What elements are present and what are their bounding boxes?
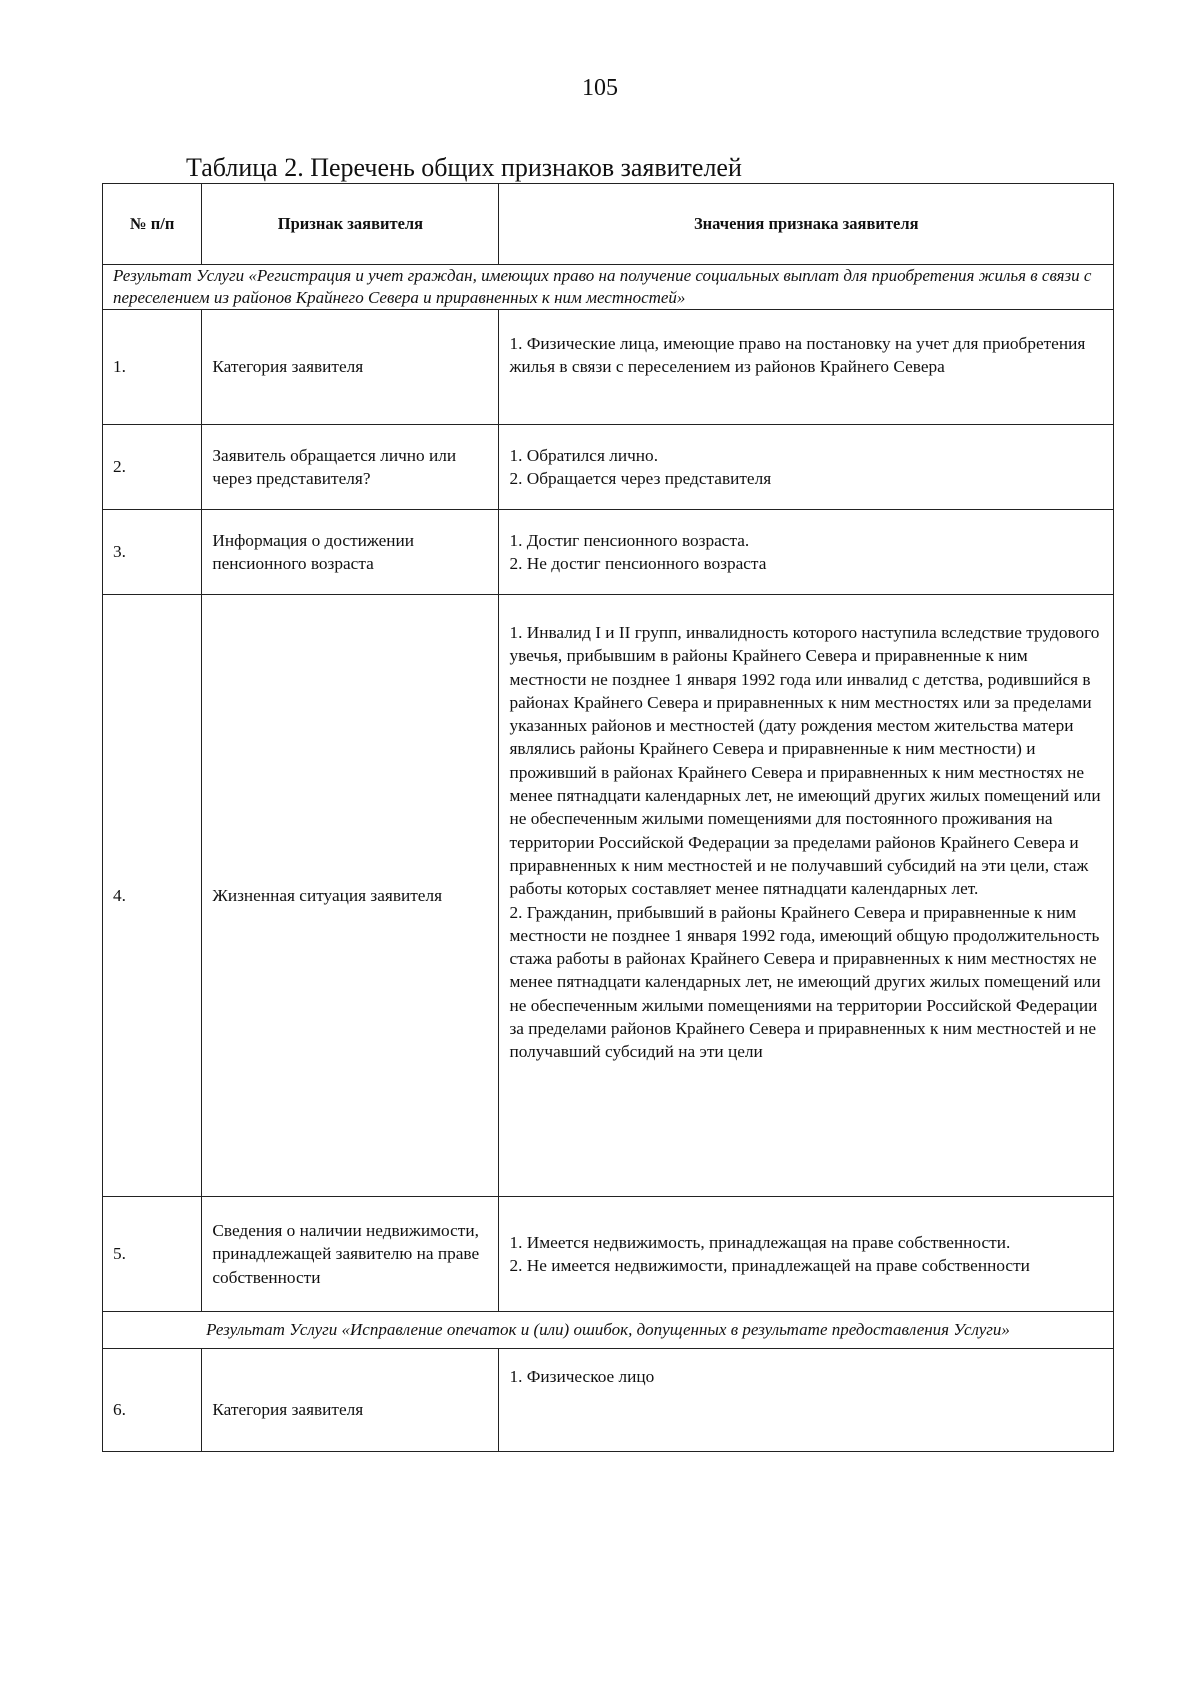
row-value: 1. Имеется недвижимость, принадлежащая на праве собственности. xyxy=(509,1232,1011,1252)
section-row xyxy=(103,265,1114,310)
row-attribute: Информация о достижении пенсионного возраста xyxy=(202,510,499,595)
table-row xyxy=(103,310,1114,425)
row-values xyxy=(499,1197,1114,1312)
row-value: 2. Не имеется недвижимости, принадлежащей на праве собственности xyxy=(509,1256,1030,1275)
table-row xyxy=(103,1349,1114,1452)
row-value: 2. Не достиг пенсионного возраста xyxy=(509,554,767,573)
table-title: Таблица 2. Перечень общих признаков заявителей xyxy=(186,153,742,182)
row-value: 1. Физическое лицо xyxy=(509,1367,655,1386)
row-number: 2. xyxy=(103,425,202,510)
row-value: 1. Обратился лично. xyxy=(509,445,659,465)
row-values xyxy=(499,1349,1114,1452)
row-value: 1. Инвалид I и II групп, инвалидность которого наступила вследствие трудового увечья, прибывшим в районы Крайнего Севера и приравненные к ним местности не позднее 1 января 1992 года или инвалид с детства, родившийся в районах Крайнего Севера и приравненных к ним местностях или за пределами указанных районов и местностей (дату рождения местом жительства матери являлись районы Крайнего Севера и приравненные к ним местности) и проживший в районах Крайнего Севера и приравненных к ним местностях не менее пятнадцати календарных лет, не имеющий других жилых помещений или не обеспеченным жилыми помещениями для постоянного проживания на территории Российской Федерации за пределами районов Крайнего Севера и приравненных к ним местностей и не получавший субсидий на эти цели, стаж работы которых составляет менее пятнадцати календарных лет. xyxy=(509,623,1101,899)
table-row xyxy=(103,595,1114,1197)
row-value: 2. Обращается через представителя xyxy=(509,469,772,488)
table-row xyxy=(103,1197,1114,1312)
row-value: 1. Физические лица, имеющие право на постановку на учет для приобретения жилья в связи с переселением из районов Крайнего Севера xyxy=(509,334,1086,377)
row-number: 3. xyxy=(103,510,202,595)
row-values xyxy=(499,595,1114,1197)
section-row xyxy=(103,1312,1114,1349)
section-title: Результат Услуги «Регистрация и учет граждан, имеющих право на получение социальных выплат для приобретения жилья в связи с переселением из районов Крайнего Севера и приравненных к ним местностей» xyxy=(103,265,1114,310)
row-attribute: Сведения о наличии недвижимости, принадлежащей заявителю на праве собственности xyxy=(202,1197,499,1312)
row-number: 5. xyxy=(103,1197,202,1312)
header-attribute: Признак заявителя xyxy=(202,184,499,265)
row-number: 4. xyxy=(103,595,202,1197)
row-values xyxy=(499,425,1114,510)
table-row xyxy=(103,510,1114,595)
row-values xyxy=(499,510,1114,595)
row-number: 1. xyxy=(103,310,202,425)
header-values: Значения признака заявителя xyxy=(499,184,1114,265)
row-value: 2. Гражданин, прибывший в районы Крайнего Севера и приравненные к ним местности не позднее 1 января 1992 года, имеющий общую продолжительность стажа работы в районах Крайнего Севера и приравненных к ним местностях не менее пятнадцати календарных лет, не имеющий других жилых помещений или не обеспеченным жилыми помещениями на территории Российской Федерации за пределами районов Крайнего Севера и приравненных к ним местностей и не получавший субсидий на эти цели xyxy=(509,902,1101,1062)
row-attribute: Категория заявителя xyxy=(202,310,499,425)
header-num: № п/п xyxy=(103,184,202,265)
page-number: 105 xyxy=(582,75,618,101)
row-attribute: Категория заявителя xyxy=(202,1349,499,1452)
applicant-attributes-table xyxy=(102,183,1114,1452)
table-row xyxy=(103,425,1114,510)
table-header-row xyxy=(103,184,1114,265)
row-number: 6. xyxy=(103,1349,202,1452)
row-attribute: Жизненная ситуация заявителя xyxy=(202,595,499,1197)
row-values xyxy=(499,310,1114,425)
row-value: 1. Достиг пенсионного возраста. xyxy=(509,530,750,550)
row-attribute: Заявитель обращается лично или через представителя? xyxy=(202,425,499,510)
section-title: Результат Услуги «Исправление опечаток и (или) ошибок, допущенных в результате предоставления Услуги» xyxy=(103,1312,1114,1349)
